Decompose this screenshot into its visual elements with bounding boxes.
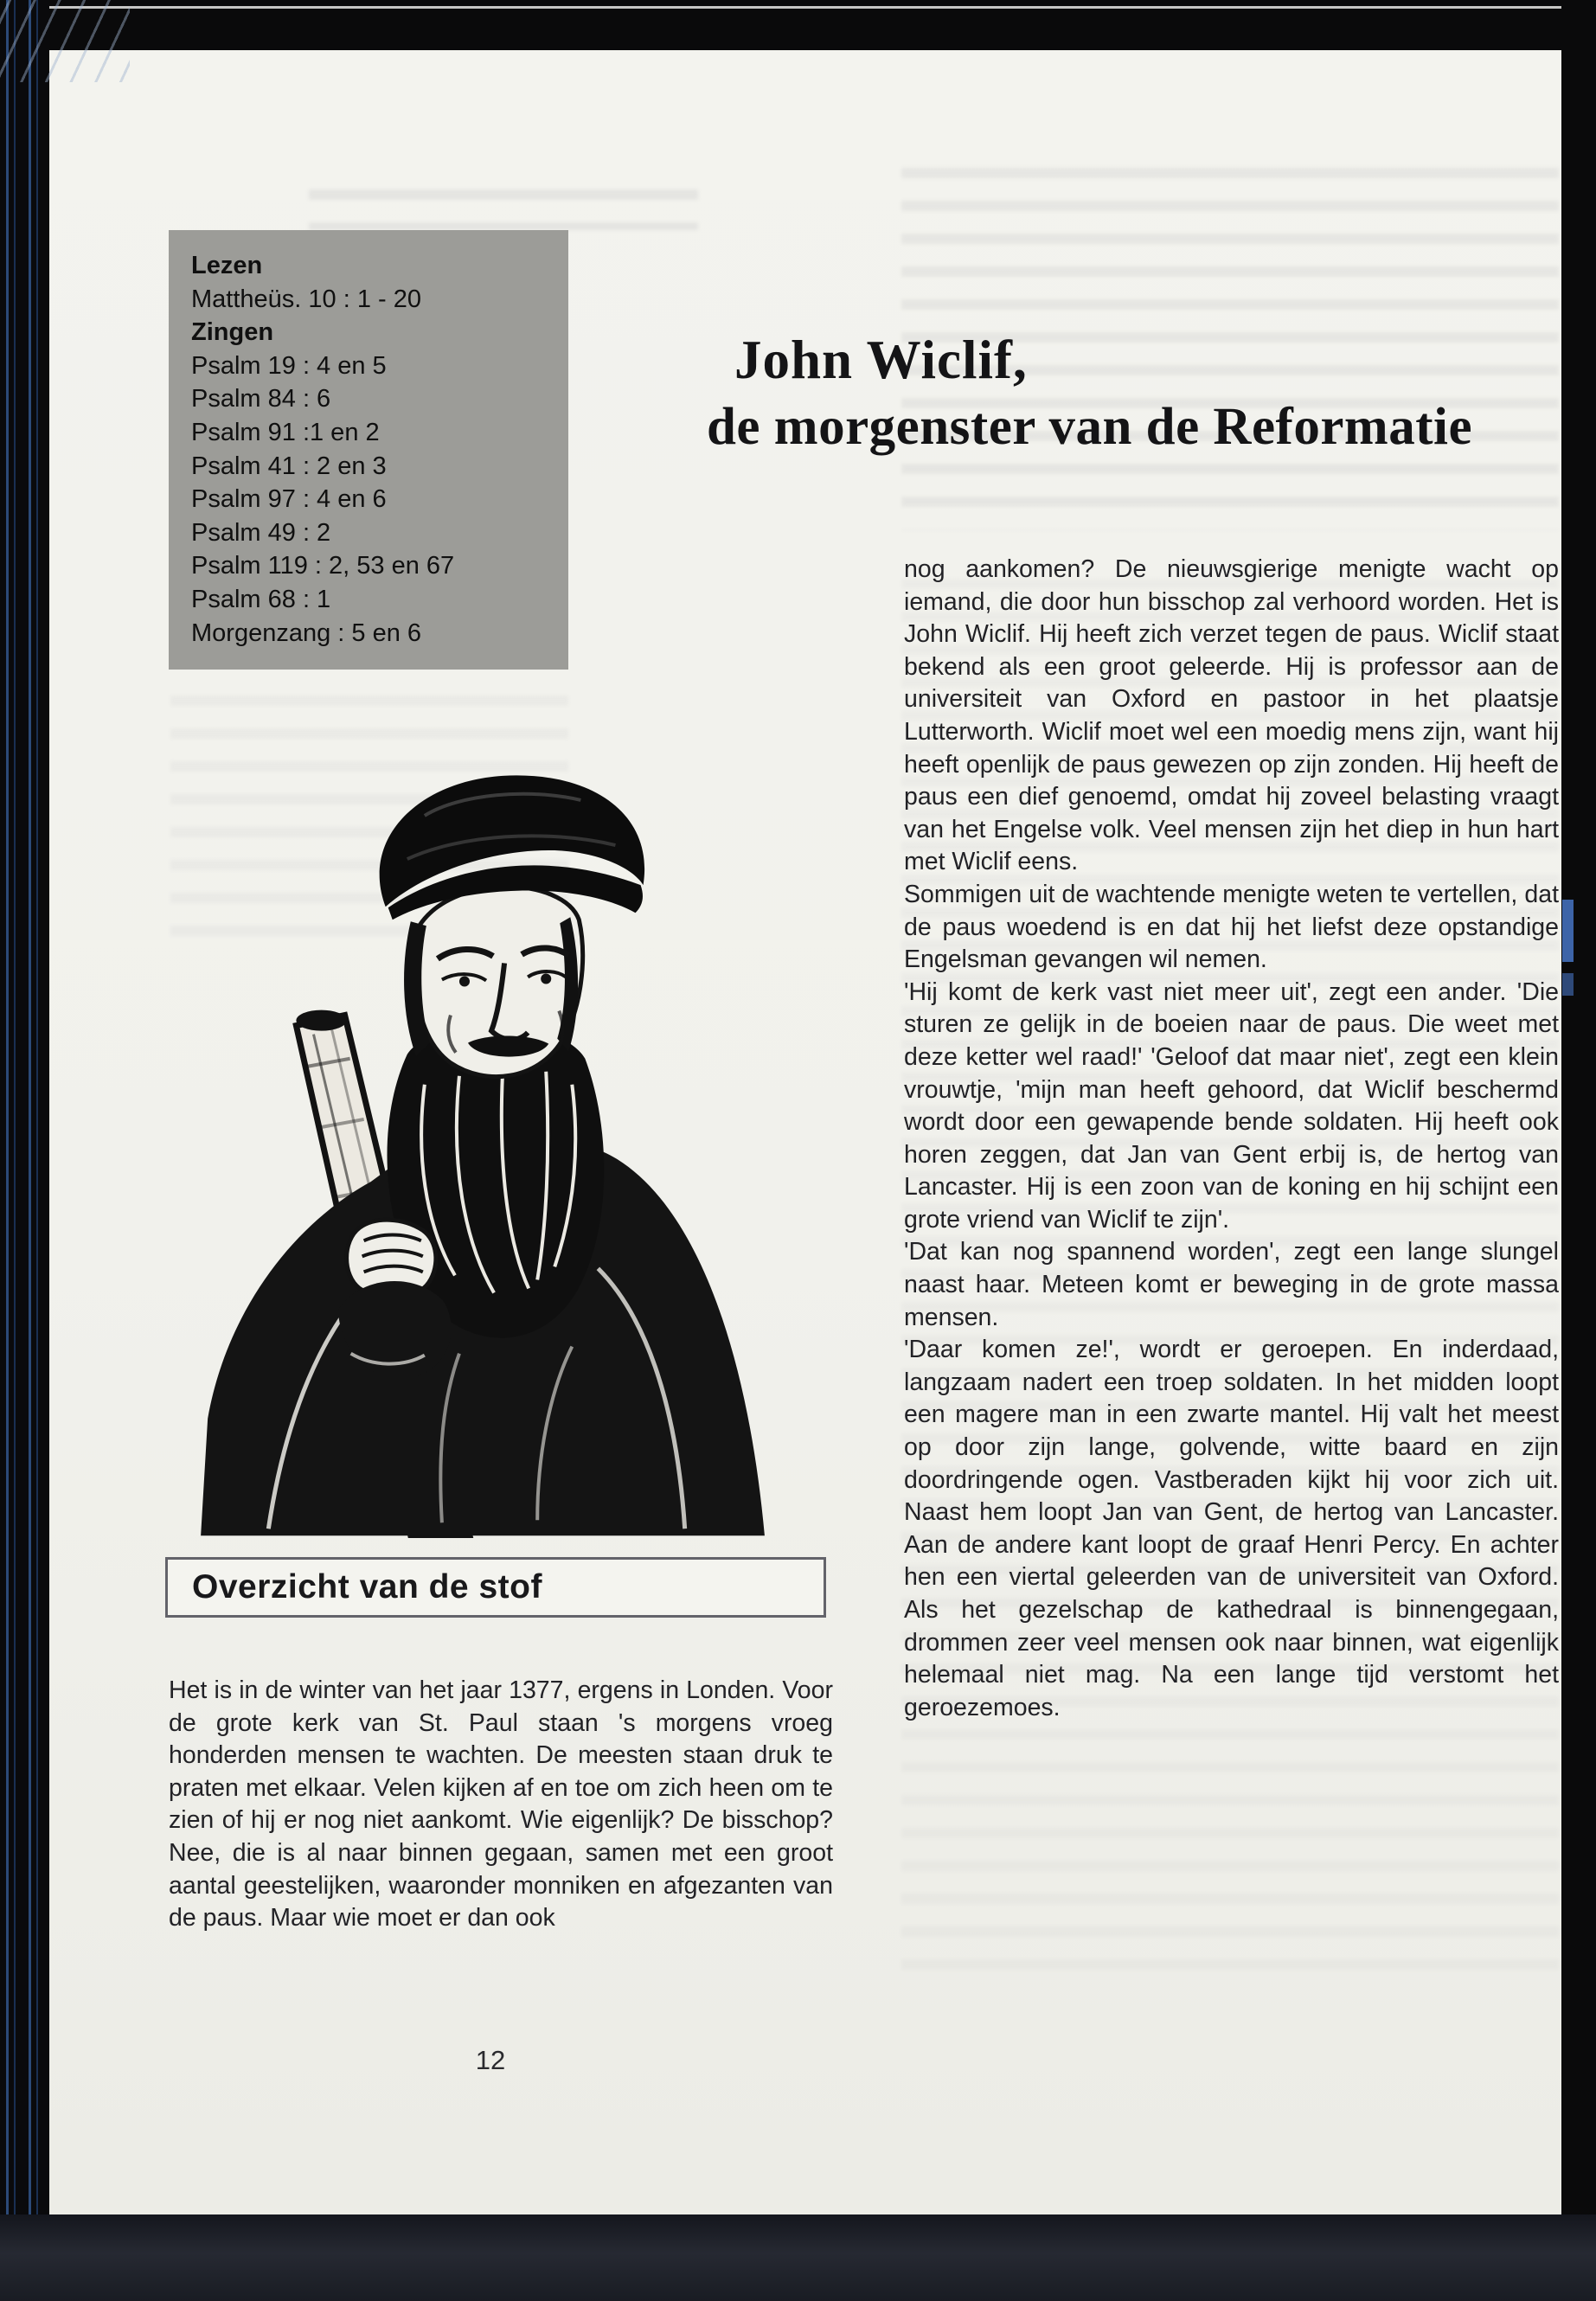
book-edge-bottom [0,2214,1596,2301]
section-heading: Overzicht van de stof [192,1568,542,1606]
psalm-line: Psalm 91 :1 en 2 [191,418,380,446]
body-paragraph: 'Hij komt de kerk vast niet meer uit', zegt een ander. 'Die sturen ze gelijk in de boeien naar de paus. Die weet met deze ketter wel raad!' 'Geloof dat maar niet', zegt een klein vrouwtje, 'mijn man heeft gehoord, dat Wiclif beschermd wordt door een gewapende bende soldaten. Hij heeft ook horen zeggen, dat Jan van Gent erbij is, de hertog van Lancaster. Hij is een zoon van de koning en hij schijnt een grote vriend van Wiclif te zijn'. [904,977,1559,1234]
reading-passage: Mattheüs. 10 : 1 - 20 [191,285,421,313]
article-body-right-column [904,554,1559,1724]
section-heading-box [165,1557,826,1618]
reading-heading: Lezen [191,252,263,279]
singing-heading: Zingen [191,318,274,347]
psalm-line: Morgenzang : 5 en 6 [191,619,422,647]
body-paragraph: Het is in de winter van het jaar 1377, ergens in Londen. Voor de grote kerk van St. Paul staan 's morgens vroeg honderden mensen te wachten. De meesten staan druk te praten met elkaar. Velen kijken af en toe om zich heen om te zien of hij er nog niet aankomt. Wie eigenlijk? De bisschop? Nee, die is al naar binnen gegaan, samen met een groot aantal geestelijken, waaronder monniken en afgezanten van de paus. Maar wie moet er dan ook [169,1676,833,1932]
body-paragraph: nog aankomen? De nieuwsgierige menigte wacht op iemand, die door hun bisschop zal verhoord worden. Het is John Wiclif. Hij heeft zich verzet tegen de paus. Wiclif staat bekend als een groot geleerde. Hij is professor aan de universiteit van Oxford en pastoor in het plaatsje Lutterworth. Wiclif moet wel een moedig mens zijn, want hij heeft openlijk de paus gewezen op zijn zonden. Hij heeft de paus een dief genoemd, omdat hij zoveel belasting vraagt van het Engelse volk. Veel mensen zijn het diep in hun hart met Wiclif eens. [904,555,1559,876]
psalm-line: Psalm 97 : 4 en 6 [191,485,387,514]
book-edge-right [1561,0,1596,2301]
verso-bleedthrough [309,180,698,230]
article-title-line1: John Wiclif, [734,330,1028,390]
wiclif-woodcut-portrait [164,753,789,1538]
article-title [707,329,1580,458]
psalm-line: Psalm 119 : 2, 53 en 67 [191,552,455,580]
psalm-line: Psalm 68 : 1 [191,585,331,613]
reading-plan-box [169,230,568,670]
page-edge-blue-mark-small [1562,973,1574,996]
article-body-left-column [169,1675,833,1935]
body-paragraph: 'Dat kan nog spannend worden', zegt een lange slungel naast haar. Meteen komt er beweging in de grote massa mensen. [904,1238,1559,1331]
book-edge-top [0,0,1596,50]
article-title-line2: de morgenster van de Reformatie [707,398,1473,456]
body-paragraph: Sommigen uit de wachtende menigte weten te vertellen, dat de paus woedend is en dat hij het liefst deze opstandige Engelsman gevangen wil nemen. [904,880,1559,974]
body-paragraph: 'Daar komen ze!', wordt er geroepen. En inderdaad, langzaam nadert een troep soldaten. In het midden loopt een magere man in een zwarte mantel. Hij valt het meest op door zijn lange, golvende, witte baard en zijn doordringende ogen. Vastberaden kijkt hij voor zich uit. Naast hem loopt Jan van Gent, de hertog van Lancaster. Aan de andere kant loopt de graaf Henri Percy. En achter hen een viertal geleerden van de universiteit van Oxford. Als het gezelschap de kathedraal is binnengegaan, drommen zeer veel mensen ook naar binnen, wat eigenlijk helemaal niet mag. Na een lange tijd verstomt het geroezemoes. [904,1336,1559,1721]
psalm-line: Psalm 41 : 2 en 3 [191,452,387,480]
book-edge-left-pinstripes [0,0,49,2301]
page-paper [49,50,1561,2214]
psalm-line: Psalm 84 : 6 [191,385,331,413]
psalm-line: Psalm 49 : 2 [191,518,331,547]
psalm-line: Psalm 19 : 4 en 5 [191,351,387,380]
page-edge-blue-mark [1562,900,1574,962]
page-number: 12 [475,2045,506,2075]
